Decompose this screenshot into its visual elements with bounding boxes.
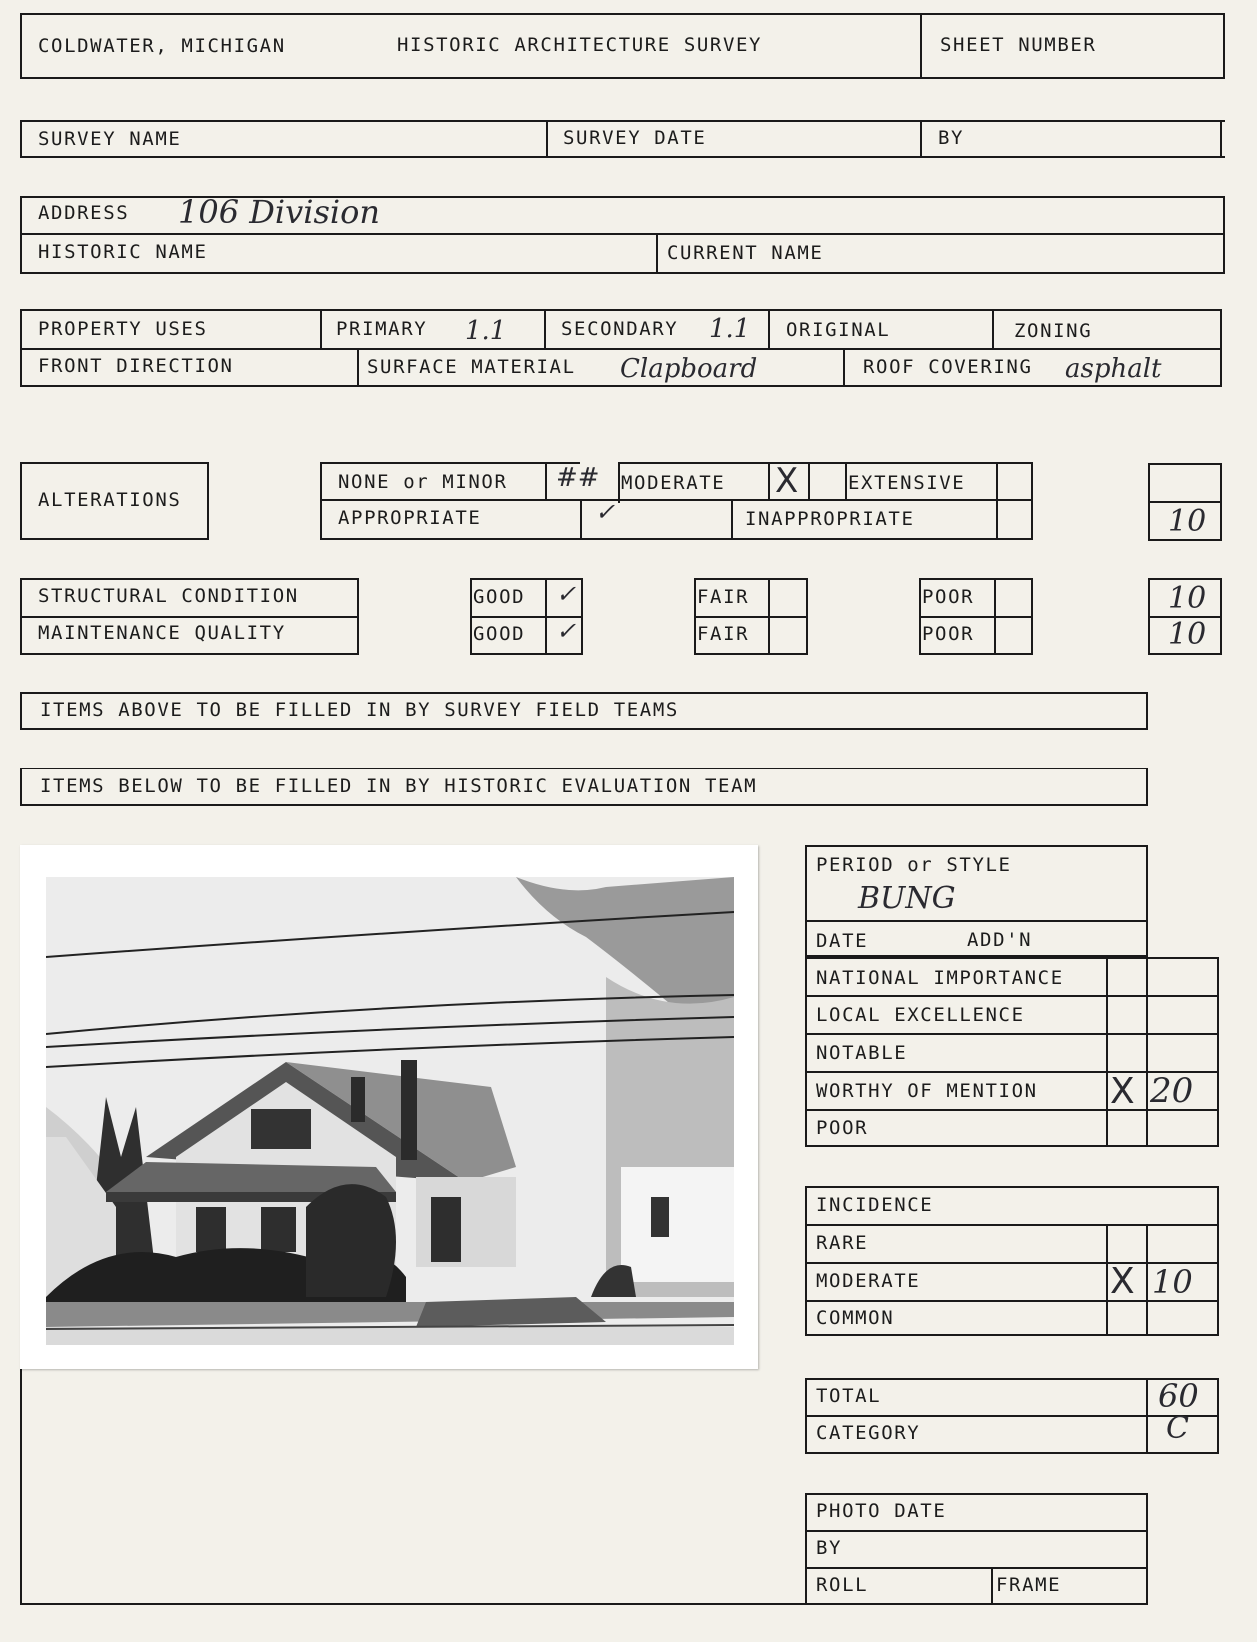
importance-score-divider — [1146, 957, 1148, 1147]
alt-v1 — [545, 462, 547, 499]
alt-v7 — [731, 499, 733, 540]
surface-divider — [843, 348, 845, 387]
header-divider — [920, 13, 922, 79]
alterations-label: ALTERATIONS — [38, 489, 182, 511]
none-minor-label: NONE or MINOR — [338, 471, 508, 493]
address-value: 106 Division — [178, 193, 380, 231]
fair-divider — [694, 616, 808, 618]
property-divider — [20, 348, 1222, 350]
city-label: COLDWATER, MICHIGAN — [38, 35, 286, 57]
roll-frame-divider — [991, 1567, 993, 1605]
maintenance-score: 10 — [1168, 617, 1207, 652]
extensive-label: EXTENSIVE — [848, 472, 966, 494]
category-label: CATEGORY — [816, 1422, 921, 1444]
condition-divider — [20, 616, 359, 618]
survey-right-edge — [1220, 120, 1222, 158]
primary-label: PRIMARY — [336, 318, 428, 340]
moderate-label: MODERATE — [621, 472, 726, 494]
alt-top-2 — [618, 462, 1033, 464]
roof-covering-label: ROOF COVERING — [863, 356, 1033, 378]
alt-score-divider — [1148, 501, 1222, 503]
fair-check-divider — [768, 578, 770, 655]
alt-mid — [320, 499, 1033, 501]
period-style-label: PERIOD or STYLE — [816, 854, 1012, 876]
survey-by-label: BY — [938, 127, 965, 149]
photo-info-row-2 — [805, 1567, 1148, 1569]
importance-row-1 — [805, 995, 1219, 997]
surface-material-label: SURFACE MATERIAL — [367, 356, 576, 378]
structural-label: STRUCTURAL CONDITION — [38, 585, 299, 607]
eval-poor-label: POOR — [816, 1117, 869, 1139]
alt-left — [320, 462, 322, 540]
sheet-number-label: SHEET NUMBER — [940, 34, 1097, 56]
front-direction-label: FRONT DIRECTION — [38, 355, 234, 377]
none-minor-mark: ## — [556, 463, 600, 493]
survey-date-label: SURVEY DATE — [563, 127, 707, 149]
notable-label: NOTABLE — [816, 1042, 908, 1064]
worthy-score: 20 — [1150, 1071, 1194, 1111]
survey-title: HISTORIC ARCHITECTURE SURVEY — [397, 34, 763, 56]
structural-poor-label: POOR — [922, 586, 975, 608]
total-value-divider — [1146, 1378, 1148, 1454]
moderate-mark: X — [775, 461, 799, 501]
photo-by-label: BY — [816, 1537, 843, 1559]
frame-label: FRAME — [996, 1574, 1062, 1596]
secondary-label: SECONDARY — [561, 318, 679, 340]
alt-v2 — [580, 499, 582, 540]
name-divider — [656, 233, 658, 274]
primary-value: 1.1 — [465, 316, 507, 346]
photo-mount — [20, 845, 758, 1369]
historic-name-label: HISTORIC NAME — [38, 241, 208, 263]
alt-v3 — [618, 462, 620, 503]
incidence-moderate-score: 10 — [1152, 1263, 1193, 1301]
incidence-score-divider — [1146, 1224, 1148, 1336]
address-label: ADDRESS — [38, 202, 130, 224]
incidence-row-1 — [805, 1224, 1219, 1226]
photo-date-label: PHOTO DATE — [816, 1500, 947, 1522]
period-style-value: BUNG — [858, 881, 956, 916]
alterations-score: 10 — [1168, 504, 1207, 539]
current-name-label: CURRENT NAME — [667, 242, 824, 264]
survey-name-label: SURVEY NAME — [38, 128, 182, 150]
alt-v4 — [768, 462, 770, 499]
appropriate-label: APPROPRIATE — [338, 507, 482, 529]
secondary-value: 1.1 — [709, 314, 751, 344]
appropriate-mark: ✓ — [595, 498, 616, 526]
note-above: ITEMS ABOVE TO BE FILLED IN BY SURVEY FIELD TEAMS — [40, 699, 679, 721]
importance-mark-divider — [1106, 957, 1108, 1147]
total-divider — [805, 1415, 1219, 1417]
national-label: NATIONAL IMPORTANCE — [816, 967, 1064, 989]
original-label: ORIGINAL — [786, 319, 891, 341]
incidence-label: INCIDENCE — [816, 1194, 934, 1216]
addn-label: ADD'N — [967, 929, 1033, 951]
alt-top-1 — [320, 462, 580, 464]
alt-v8 — [996, 462, 998, 540]
surface-material-value: Clapboard — [620, 354, 758, 384]
original-divider — [992, 309, 994, 348]
alt-v6 — [845, 462, 847, 499]
date-label: DATE — [816, 930, 869, 952]
worthy-label: WORTHY OF MENTION — [816, 1080, 1038, 1102]
primary-divider — [544, 309, 546, 348]
alt-v5 — [808, 462, 810, 499]
structural-fair-label: FAIR — [697, 586, 750, 608]
front-divider — [357, 348, 359, 387]
incidence-mark-divider — [1106, 1224, 1108, 1336]
note-below: ITEMS BELOW TO BE FILLED IN BY HISTORIC EVALUATION TEAM — [40, 775, 758, 797]
rare-label: RARE — [816, 1232, 869, 1254]
survey-divider-1 — [546, 120, 548, 158]
structural-good-label: GOOD — [473, 586, 526, 608]
incidence-moderate-label: MODERATE — [816, 1270, 921, 1292]
survey-divider-2 — [920, 120, 922, 158]
maintenance-fair-label: FAIR — [697, 623, 750, 645]
uses-divider — [320, 309, 322, 348]
maintenance-poor-label: POOR — [922, 623, 975, 645]
maintenance-good-mark: ✓ — [556, 617, 577, 645]
address-divider — [20, 233, 1225, 235]
total-value: 60 — [1158, 1377, 1199, 1415]
worthy-mark: X — [1110, 1071, 1135, 1112]
total-label: TOTAL — [816, 1385, 882, 1407]
property-uses-label: PROPERTY USES — [38, 318, 208, 340]
maintenance-good-label: GOOD — [473, 623, 526, 645]
common-label: COMMON — [816, 1307, 895, 1329]
roof-covering-value: asphalt — [1065, 354, 1162, 384]
alt-right — [1031, 462, 1033, 540]
poor-check-divider — [994, 578, 996, 655]
inappropriate-label: INAPPROPRIATE — [745, 508, 915, 530]
importance-row-2 — [805, 1033, 1219, 1035]
maintenance-label: MAINTENANCE QUALITY — [38, 622, 286, 644]
local-label: LOCAL EXCELLENCE — [816, 1004, 1025, 1026]
roll-label: ROLL — [816, 1574, 869, 1596]
secondary-divider — [768, 309, 770, 348]
good-check-divider — [545, 578, 547, 655]
category-value: C — [1166, 1411, 1189, 1446]
photo-house — [46, 877, 734, 1345]
structural-score: 10 — [1168, 581, 1207, 616]
poor-divider — [919, 616, 1033, 618]
photo-info-row-1 — [805, 1530, 1148, 1532]
structural-good-mark: ✓ — [556, 580, 577, 608]
zoning-label: ZONING — [1014, 320, 1093, 342]
incidence-moderate-mark: X — [1110, 1261, 1135, 1302]
period-date-divider — [805, 920, 1148, 922]
